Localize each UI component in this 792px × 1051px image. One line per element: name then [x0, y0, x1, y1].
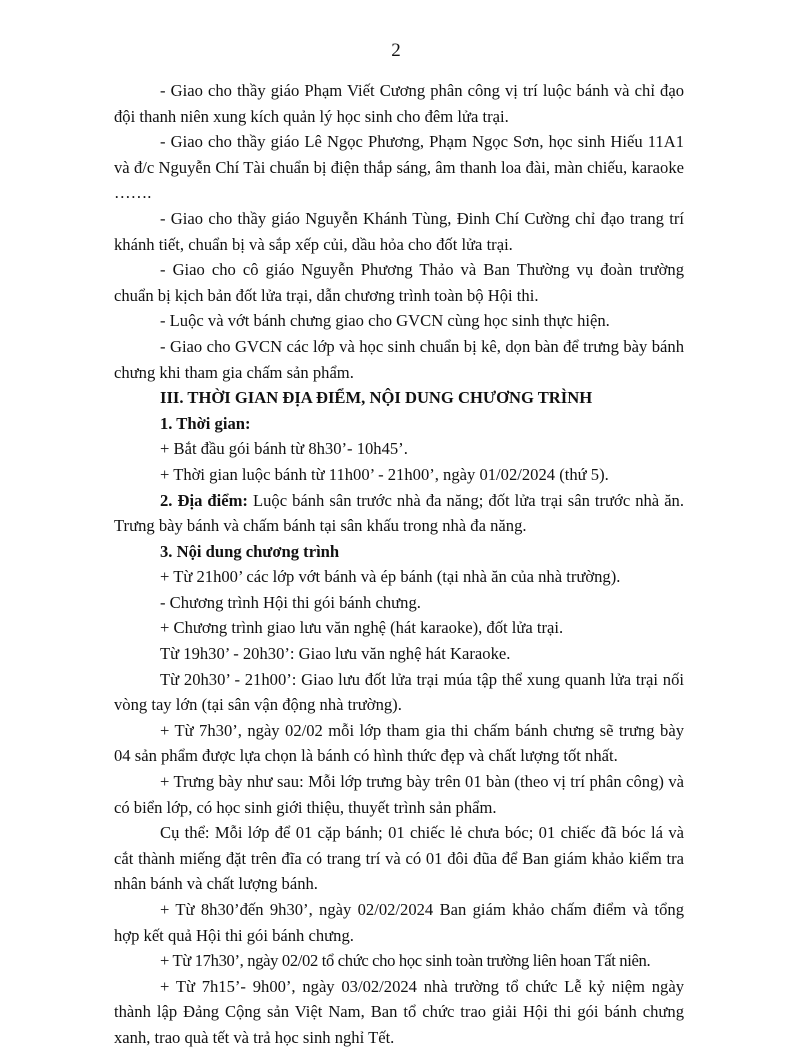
program-line-1: + Từ 21h00’ các lớp vớt bánh và ép bánh (tại nhà ăn của nhà trường).: [160, 567, 621, 587]
document-body: [114, 78, 684, 1051]
place-heading: 2. Địa điểm:: [160, 490, 248, 510]
time-line-2: + Thời gian luộc bánh từ 11h00’ - 21h00’, ngày 01/02/2024 (thứ 5).: [160, 464, 609, 484]
program-line-8: Cụ thể: Mỗi lớp để 01 cặp bánh; 01 chiếc lẻ chưa bóc; 01 chiếc đã bóc lá và cắt thành miếng đặt trên đĩa có trang trí và có 01 đôi đũa để Ban giám khảo kiểm tra nhân bánh và chất lượng bánh.: [114, 823, 684, 894]
assignment-paragraph-3: - Giao cho thầy giáo Nguyễn Khánh Tùng, Đinh Chí Cường chỉ đạo trang trí khánh tiết, chuẩn bị và sắp xếp củi, dầu hỏa cho đốt lửa trại.: [114, 208, 684, 254]
program-line-11: + Từ 7h15’- 9h00’, ngày 03/02/2024 nhà trường tổ chức Lễ kỷ niệm ngày thành lập Đảng Cộng sản Việt Nam, Ban tổ chức trao giải Hội thi gói bánh chưng xanh, trao quà tết và trả học sinh nghỉ Tết.: [114, 976, 684, 1047]
program-line-10: + Từ 17h30’, ngày 02/02 tổ chức cho học sinh toàn trường liên hoan Tất niên.: [160, 951, 651, 971]
program-line-4: Từ 19h30’ - 20h30’: Giao lưu văn nghệ hát Karaoke.: [160, 644, 511, 664]
program-line-6: + Từ 7h30’, ngày 02/02 mỗi lớp tham gia thi chấm bánh chưng sẽ trưng bày 04 sản phẩm được lựa chọn là bánh có hình thức đẹp và chất lượng tốt nhất.: [114, 720, 684, 766]
assignment-paragraph-4: - Giao cho cô giáo Nguyễn Phương Thảo và Ban Thường vụ đoàn trường chuẩn bị kịch bản đốt lửa trại, dẫn chương trình toàn bộ Hội thi.: [114, 260, 684, 305]
assignment-paragraph-1: - Giao cho thầy giáo Phạm Viết Cương phân công vị trí luộc bánh và chỉ đạo đội thanh niên xung kích quản lý học sinh cho đêm lửa trại.: [114, 81, 684, 126]
time-line-1: + Bắt đầu gói bánh từ 8h30’- 10h45’.: [160, 439, 408, 459]
program-line-3: + Chương trình giao lưu văn nghệ (hát karaoke), đốt lửa trại.: [160, 618, 564, 638]
program-line-7: + Trưng bày như sau: Mỗi lớp trưng bày trên 01 bàn (theo vị trí phân công) và có biển lớp, có học sinh giới thiệu, thuyết trình sản phẩm.: [114, 772, 684, 817]
time-heading: 1. Thời gian:: [160, 413, 251, 433]
place-text: Luộc bánh sân trước nhà đa năng; đốt lửa trại sân trước nhà ăn. Trưng bày bánh và chấm bánh tại sân khấu trong nhà đa năng.: [114, 490, 685, 536]
program-line-9: + Từ 8h30’đến 9h30’, ngày 02/02/2024 Ban giám khảo chấm điểm và tổng hợp kết quả Hội thi gói bánh chưng.: [114, 900, 684, 945]
section-heading: III. THỜI GIAN ĐỊA ĐIỂM, NỘI DUNG CHƯƠNG TRÌNH: [160, 388, 593, 408]
program-line-2: - Chương trình Hội thi gói bánh chưng.: [160, 592, 421, 612]
page-number: 2: [391, 40, 401, 61]
assignment-paragraph-6: - Giao cho GVCN các lớp và học sinh chuẩn bị kê, dọn bàn để trưng bày bánh chưng khi tham gia chấm sản phẩm.: [114, 336, 684, 382]
assignment-paragraph-5: - Luộc và vớt bánh chưng giao cho GVCN cùng học sinh thực hiện.: [160, 311, 610, 331]
program-heading: 3. Nội dung chương trình: [160, 541, 340, 561]
assignment-paragraph-2: - Giao cho thầy giáo Lê Ngọc Phương, Phạm Ngọc Sơn, học sinh Hiếu 11A1 và đ/c Nguyễn Chí Tài chuẩn bị điện thắp sáng, âm thanh loa đài, màn chiếu, karaoke …….: [114, 132, 684, 203]
place-paragraph: [114, 488, 684, 539]
program-line-5: Từ 20h30’ - 21h00’: Giao lưu đốt lửa trại múa tập thể xung quanh lửa trại nối vòng tay lớn (tại sân vận động nhà trường).: [114, 669, 684, 715]
